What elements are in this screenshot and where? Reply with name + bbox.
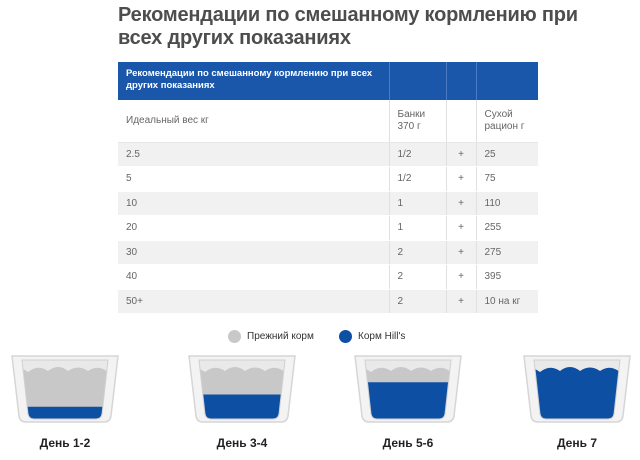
- food-bowl: [351, 352, 465, 424]
- cell-cans: 2: [389, 240, 446, 265]
- table-row: [118, 240, 538, 265]
- cell-dry: 25: [476, 142, 538, 167]
- food-bowl: [520, 352, 634, 424]
- table-row: [118, 142, 538, 167]
- column-header-weight: Идеальный вес кг: [118, 100, 389, 142]
- legend-label-new: Корм Hill's: [358, 331, 406, 342]
- cell-weight: 20: [118, 216, 389, 241]
- day-label: День 5-6: [382, 436, 434, 450]
- page-title: Рекомендации по смешанному кормлению при всех других показаниях: [118, 4, 578, 49]
- table-row: [118, 167, 538, 192]
- cell-plus: +: [446, 265, 476, 290]
- table-header-cell: [446, 62, 476, 100]
- cell-cans: 2: [389, 265, 446, 290]
- cell-weight: 10: [118, 191, 389, 216]
- cell-weight: 2.5: [118, 142, 389, 167]
- cell-weight: 40: [118, 265, 389, 290]
- bowl-icon: [8, 352, 122, 424]
- food-bowl: [8, 352, 122, 424]
- day-label: День 3-4: [216, 436, 268, 450]
- table-header-row: [118, 62, 538, 100]
- cell-dry: 275: [476, 240, 538, 265]
- legend: [0, 330, 640, 348]
- new-food-dot-icon: [339, 330, 352, 343]
- cell-weight: 5: [118, 167, 389, 192]
- cell-dry: 110: [476, 191, 538, 216]
- day-label: День 1-2: [39, 436, 91, 450]
- table-row: [118, 289, 538, 314]
- table-header-title: Рекомендации по смешанному кормлению при всех других показаниях: [118, 62, 389, 100]
- feeding-table: [118, 62, 538, 314]
- table-row: [118, 265, 538, 290]
- cell-plus: +: [446, 142, 476, 167]
- cell-dry: 75: [476, 167, 538, 192]
- day-label: День 7: [556, 436, 597, 450]
- bowl-icon: [351, 352, 465, 424]
- table-row: [118, 191, 538, 216]
- cell-weight: 50+: [118, 289, 389, 314]
- bowl-icon: [520, 352, 634, 424]
- cell-cans: 1: [389, 191, 446, 216]
- legend-item-new: [339, 330, 405, 343]
- column-header-dry: Сухой рацион г: [476, 100, 538, 142]
- table-subheader-row: [118, 100, 538, 142]
- legend-item-old: [228, 330, 314, 343]
- cell-dry: 255: [476, 216, 538, 241]
- table-row: [118, 216, 538, 241]
- cell-plus: +: [446, 289, 476, 314]
- table-header-cell: [476, 62, 538, 100]
- old-food-dot-icon: [228, 330, 241, 343]
- cell-plus: +: [446, 240, 476, 265]
- bowl-icon: [185, 352, 299, 424]
- cell-plus: +: [446, 191, 476, 216]
- cell-dry: 10 на кг: [476, 289, 538, 314]
- food-bowl: [185, 352, 299, 424]
- cell-cans: 1/2: [389, 167, 446, 192]
- legend-label-old: Прежний корм: [247, 331, 314, 342]
- cell-dry: 395: [476, 265, 538, 290]
- cell-cans: 2: [389, 289, 446, 314]
- cell-plus: +: [446, 167, 476, 192]
- cell-weight: 30: [118, 240, 389, 265]
- column-header-cans: Банки 370 г: [389, 100, 446, 142]
- cell-cans: 1/2: [389, 142, 446, 167]
- column-header-plus: [446, 100, 476, 142]
- table-header-cell: [389, 62, 446, 100]
- cell-cans: 1: [389, 216, 446, 241]
- cell-plus: +: [446, 216, 476, 241]
